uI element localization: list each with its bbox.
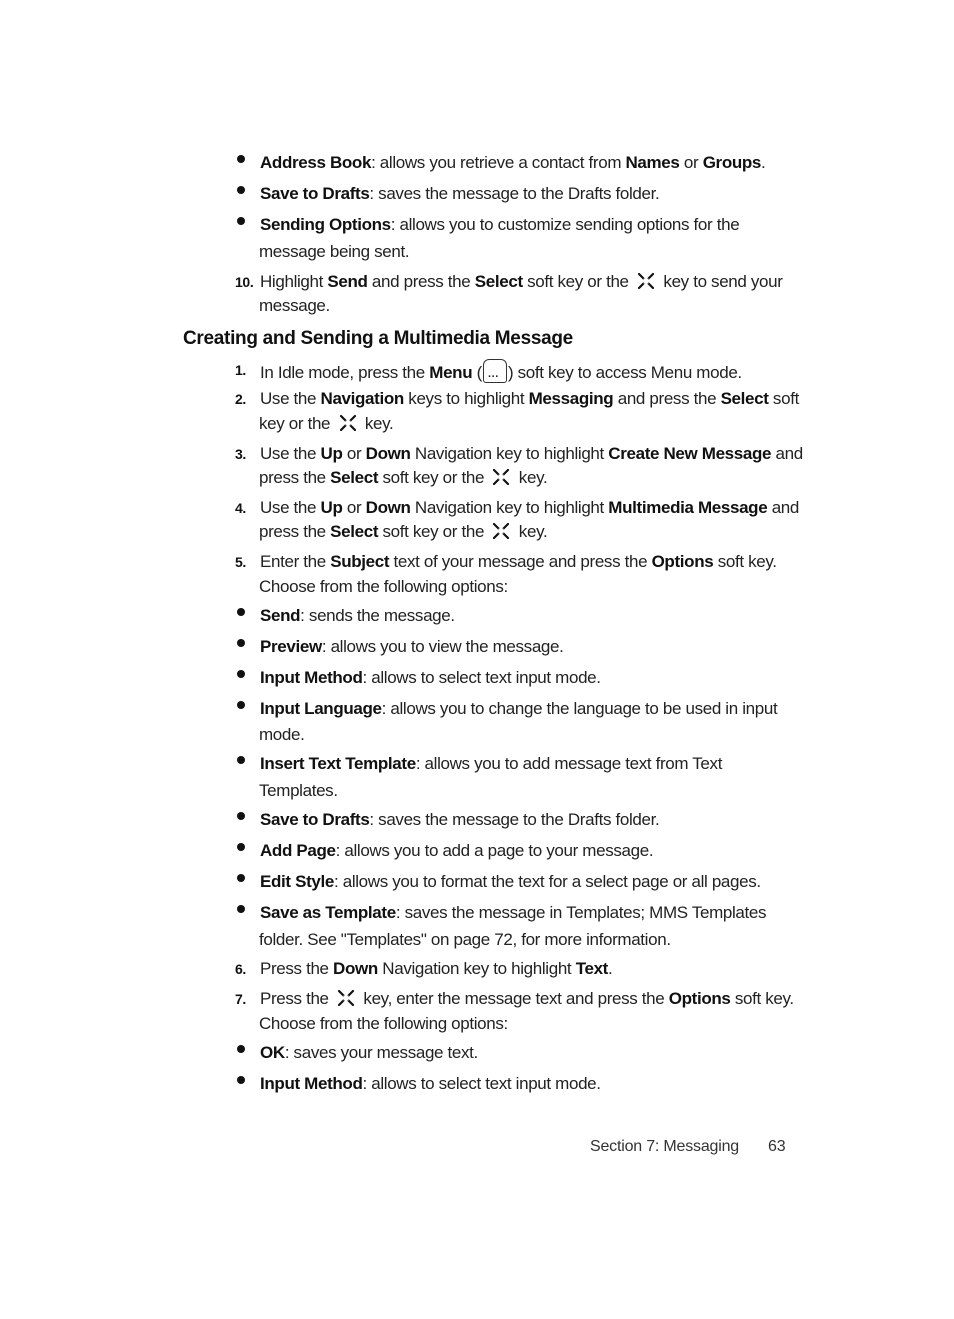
step-number: 1. — [235, 362, 246, 378]
step-7: Press the key, enter the message text and press the Options soft key. — [260, 989, 794, 1008]
bullet-icon — [237, 1045, 245, 1053]
option-add-page: Add Page: allows you to add a page to your message. — [260, 841, 654, 860]
option-save-to-drafts: Save to Drafts: saves the message to the Drafts folder. — [260, 810, 660, 829]
step-number: 4. — [235, 500, 246, 516]
section-heading: Creating and Sending a Multimedia Message — [183, 328, 573, 349]
option-insert-text-template-cont: Templates. — [259, 781, 338, 800]
step-3: Use the Up or Down Navigation key to highlight Create New Message and — [260, 444, 803, 463]
step-number: 3. — [235, 446, 246, 462]
option-preview: Preview: allows you to view the message. — [260, 637, 564, 656]
bullet-icon — [237, 812, 245, 820]
bullet-icon — [237, 608, 245, 616]
option-input-language-cont: mode. — [259, 725, 305, 744]
step-1: In Idle mode, press the Menu ( ··· ) soft key to access Menu mode. — [260, 359, 742, 384]
nav-center-key-icon — [338, 414, 358, 432]
bullet-icon — [237, 217, 245, 225]
nav-center-key-icon — [636, 272, 656, 290]
step-4: Use the Up or Down Navigation key to highlight Multimedia Message and — [260, 498, 800, 517]
option-insert-text-template: Insert Text Template: allows you to add message text from Text — [260, 754, 723, 773]
step-number: 7. — [235, 991, 246, 1007]
bullet-icon — [237, 155, 245, 163]
footer-section: Section 7: Messaging — [590, 1138, 739, 1155]
step-7-cont: Choose from the following options: — [259, 1014, 508, 1033]
step-2: Use the Navigation keys to highlight Messaging and press the Select soft — [260, 389, 799, 408]
step-number: 5. — [235, 554, 246, 570]
step-number: 6. — [235, 961, 246, 977]
bullet-icon — [237, 905, 245, 913]
bullet-icon — [237, 1076, 245, 1084]
step-3-cont: press the Select soft key or the key. — [259, 468, 548, 487]
bullet-icon — [237, 670, 245, 678]
bullet-save-to-drafts: Save to Drafts: saves the message to the Drafts folder. — [260, 184, 660, 203]
step-5: Enter the Subject text of your message and press the Options soft key. — [260, 552, 777, 571]
step-4-cont: press the Select soft key or the key. — [259, 522, 548, 541]
option-save-as-template-cont: folder. See "Templates" on page 72, for more information. — [259, 930, 671, 949]
option-edit-style: Edit Style: allows you to format the text for a select page or all pages. — [260, 872, 761, 891]
bullet-address-book: Address Book: allows you retrieve a contact from Names or Groups. — [260, 153, 766, 172]
option-send: Send: sends the message. — [260, 606, 455, 625]
step-number: 10. — [235, 274, 254, 290]
bullet-icon — [237, 843, 245, 851]
option-input-method: Input Method: allows to select text input mode. — [260, 668, 601, 687]
step-6: Press the Down Navigation key to highlight Text. — [260, 959, 613, 978]
bullet-icon — [237, 756, 245, 764]
step-10: Highlight Send and press the Select soft key or the key to send your — [260, 272, 783, 291]
nav-center-key-icon — [491, 522, 511, 540]
bullet-sending-options: Sending Options: allows you to customize sending options for the — [260, 215, 740, 234]
option-ok: OK: saves your message text. — [260, 1043, 478, 1062]
bullet-icon — [237, 874, 245, 882]
menu-soft-key-icon: ··· — [483, 359, 507, 383]
nav-center-key-icon — [491, 468, 511, 486]
bullet-icon — [237, 701, 245, 709]
page-number: 63 — [768, 1138, 786, 1155]
option-input-language: Input Language: allows you to change the language to be used in input — [260, 699, 778, 718]
option-save-as-template: Save as Template: saves the message in Templates; MMS Templates — [260, 903, 767, 922]
step-5-cont: Choose from the following options: — [259, 577, 508, 596]
option-input-method-2: Input Method: allows to select text input mode. — [260, 1074, 601, 1093]
step-10-cont: message. — [259, 296, 330, 315]
nav-center-key-icon — [336, 989, 356, 1007]
step-2-cont: key or the key. — [259, 414, 394, 433]
bullet-icon — [237, 186, 245, 194]
bullet-sending-options-cont: message being sent. — [259, 242, 410, 261]
bullet-icon — [237, 639, 245, 647]
step-number: 2. — [235, 391, 246, 407]
